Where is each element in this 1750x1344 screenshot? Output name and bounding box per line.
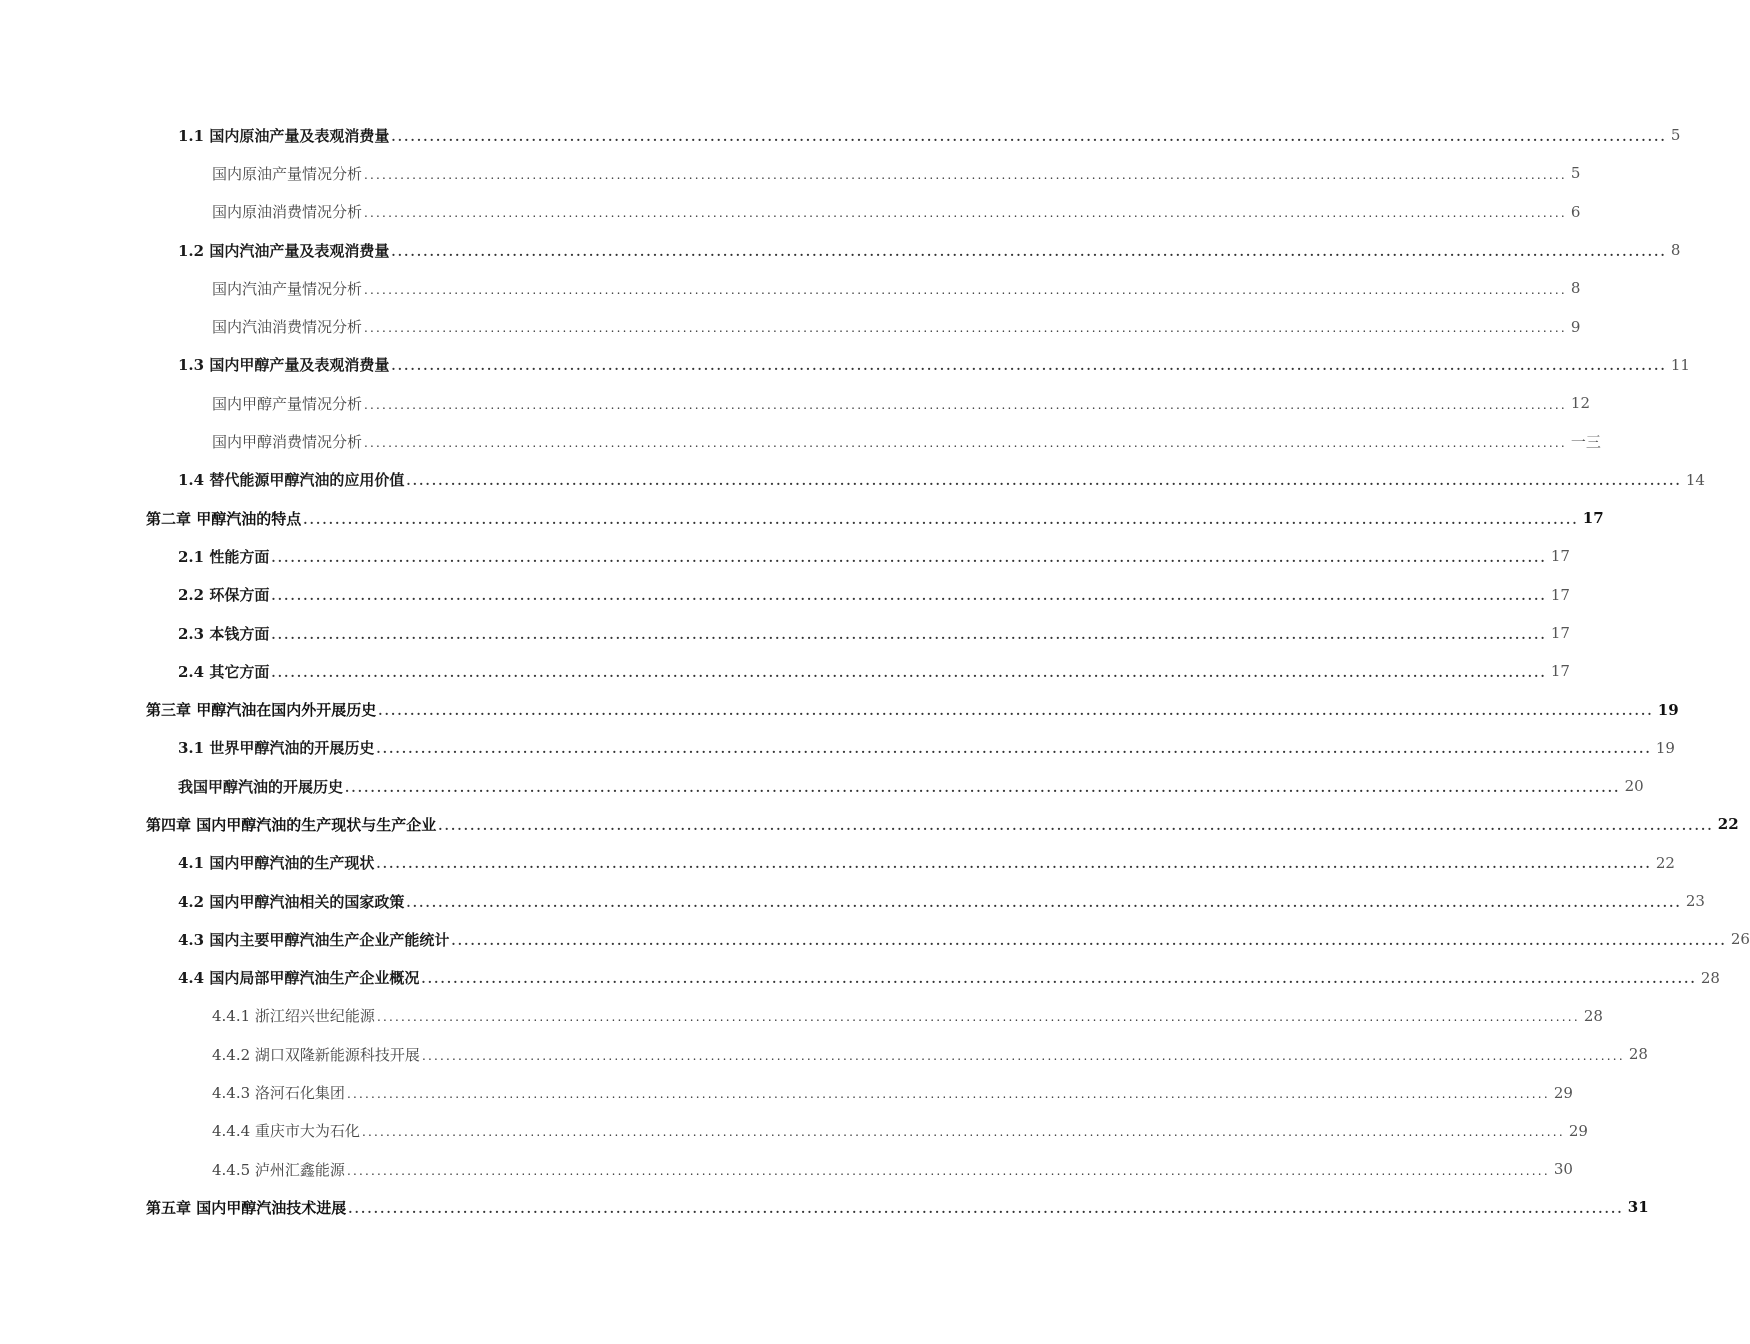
toc-page-number: 12 xyxy=(1570,394,1590,413)
toc-entry-title: 4.1 国内甲醇汽油的生产现状 xyxy=(178,854,375,873)
toc-entry-title: 第三章 甲醇汽油在国内外开展历史 xyxy=(146,701,377,720)
toc-page-number: 28 xyxy=(1628,1045,1648,1064)
toc-page-number: 8 xyxy=(1570,279,1581,298)
toc-entry-title: 1.2 国内汽油产量及表观消费量 xyxy=(178,241,390,260)
toc-entry-title: 4.2 国内甲醇汽油相关的国家政策 xyxy=(178,892,405,911)
toc-page-number: 28 xyxy=(1583,1006,1603,1025)
toc-leader-dots: ........................................................................................................................................................................................................ xyxy=(271,589,1547,604)
toc-entry[interactable] xyxy=(212,1112,1588,1150)
toc-entry[interactable] xyxy=(212,269,1581,307)
toc-leader-dots: ........................................................................................................................................................................................................ xyxy=(346,1163,1550,1178)
toc-entry[interactable] xyxy=(178,116,1681,154)
toc-entry-title: 1.1 国内原油产量及表观消费量 xyxy=(178,126,390,145)
toc-entry[interactable] xyxy=(178,959,1720,997)
toc-leader-dots: ........................................................................................................................................................................................................ xyxy=(361,1125,1565,1140)
toc-entry[interactable] xyxy=(146,499,1604,537)
toc-entry-title: 4.4.3 洛河石化集团 xyxy=(212,1084,345,1103)
toc-page-number: 17 xyxy=(1550,624,1570,642)
toc-entry[interactable] xyxy=(178,729,1675,767)
toc-entry-title: 2.3 本钱方面 xyxy=(178,624,270,643)
toc-entry[interactable] xyxy=(212,154,1581,192)
toc-entry-title: 国内汽油产量情况分析 xyxy=(212,279,363,298)
toc-entry-title: 4.4.1 浙江绍兴世纪能源 xyxy=(212,1007,375,1026)
toc-page-number: 19 xyxy=(1657,700,1679,719)
toc-leader-dots: ........................................................................................................................................................................................................ xyxy=(346,1087,1550,1102)
toc-entry-title: 国内甲醇产量情况分析 xyxy=(212,394,363,413)
toc-entry[interactable] xyxy=(212,422,1601,460)
toc-leader-dots: ........................................................................................................................................................................................................ xyxy=(438,818,1714,833)
toc-page-number: 20 xyxy=(1624,777,1644,796)
toc-leader-dots: ........................................................................................................................................................................................................ xyxy=(376,1010,1580,1025)
toc-entry-title: 1.3 国内甲醇产量及表观消费量 xyxy=(178,356,390,375)
toc-page-number: 29 xyxy=(1553,1083,1573,1102)
toc-entry-title: 2.4 其它方面 xyxy=(178,662,270,681)
toc-entry-title: 3.1 世界甲醇汽油的开展历史 xyxy=(178,739,375,758)
toc-leader-dots: ........................................................................................................................................................................................................ xyxy=(271,550,1547,565)
toc-page-number: 23 xyxy=(1685,892,1705,911)
toc-leader-dots: ........................................................................................................................................................................................................ xyxy=(345,780,1621,795)
toc-entry-title: 第二章 甲醇汽油的特点 xyxy=(146,509,302,528)
toc-leader-dots: ........................................................................................................................................................................................................ xyxy=(364,321,1567,336)
toc-page-number: 14 xyxy=(1685,470,1705,489)
toc-leader-dots: ........................................................................................................................................................................................................ xyxy=(364,436,1567,451)
toc-leader-dots: ........................................................................................................................................................................................................ xyxy=(391,244,1667,259)
toc-leader-dots: ........................................................................................................................................................................................................ xyxy=(376,742,1652,757)
toc-page-number: 17 xyxy=(1582,509,1604,528)
toc-entry[interactable] xyxy=(212,1073,1573,1111)
toc-entry[interactable] xyxy=(178,767,1644,805)
toc-leader-dots: ........................................................................................................................................................................................................ xyxy=(421,972,1697,987)
toc-entry[interactable] xyxy=(146,1188,1649,1226)
toc-entry-title: 我国甲醇汽油的开展历史 xyxy=(178,777,344,796)
toc-entry[interactable] xyxy=(212,307,1581,345)
toc-entry[interactable] xyxy=(212,1035,1648,1073)
table-of-contents xyxy=(0,116,1750,1227)
toc-leader-dots: ........................................................................................................................................................................................................ xyxy=(364,167,1567,182)
toc-page-number: 5 xyxy=(1570,164,1581,183)
toc-entry-title: 4.4.5 泸州汇鑫能源 xyxy=(212,1160,345,1179)
toc-entry-title: 4.4 国内局部甲醇汽油生产企业概况 xyxy=(178,969,420,988)
toc-entry[interactable] xyxy=(146,805,1739,843)
toc-entry[interactable] xyxy=(212,193,1581,231)
toc-page-number: 22 xyxy=(1717,815,1739,834)
toc-leader-dots: ........................................................................................................................................................................................................ xyxy=(364,282,1567,297)
toc-page-number: 8 xyxy=(1670,241,1681,260)
toc-page-number: 22 xyxy=(1655,853,1675,872)
toc-leader-dots: ........................................................................................................................................................................................................ xyxy=(391,359,1667,374)
toc-page-number: 9 xyxy=(1570,317,1581,336)
toc-leader-dots: ........................................................................................................................................................................................................ xyxy=(271,665,1547,680)
toc-entry-title: 4.4.2 湖口双隆新能源科技开展 xyxy=(212,1045,420,1064)
toc-entry-title: 国内原油产量情况分析 xyxy=(212,164,363,183)
toc-page-number: 6 xyxy=(1570,202,1581,221)
toc-entry-title: 4.3 国内主要甲醇汽油生产企业产能统计 xyxy=(178,930,450,949)
toc-leader-dots: ........................................................................................................................................................................................................ xyxy=(406,895,1682,910)
toc-entry[interactable] xyxy=(178,614,1570,652)
toc-leader-dots: ........................................................................................................................................................................................................ xyxy=(406,474,1682,489)
toc-entry[interactable] xyxy=(178,844,1675,882)
toc-leader-dots: ........................................................................................................................................................................................................ xyxy=(376,857,1652,872)
toc-leader-dots: ........................................................................................................................................................................................................ xyxy=(348,1201,1624,1216)
toc-page-number: 17 xyxy=(1550,662,1570,681)
toc-entry-title: 国内原油消费情况分析 xyxy=(212,203,363,222)
toc-entry-title: 1.4 替代能源甲醇汽油的应用价值 xyxy=(178,471,405,490)
toc-entry[interactable] xyxy=(212,997,1603,1035)
toc-entry-title: 2.2 环保方面 xyxy=(178,586,270,605)
toc-entry[interactable] xyxy=(178,882,1705,920)
toc-leader-dots: ........................................................................................................................................................................................................ xyxy=(378,704,1654,719)
toc-entry[interactable] xyxy=(178,461,1705,499)
toc-page-number: 17 xyxy=(1550,547,1570,566)
toc-entry-title: 2.1 性能方面 xyxy=(178,547,270,566)
toc-page-number: 5 xyxy=(1670,126,1681,145)
toc-entry[interactable] xyxy=(178,231,1681,269)
toc-entry[interactable] xyxy=(178,652,1570,690)
toc-page-number: 26 xyxy=(1730,930,1750,949)
toc-page-number: 28 xyxy=(1700,968,1720,987)
toc-page-number: 29 xyxy=(1568,1121,1588,1140)
toc-entry[interactable] xyxy=(178,576,1570,614)
toc-entry-title: 4.4.4 重庆市大为石化 xyxy=(212,1122,360,1141)
toc-entry-title: 国内汽油消费情况分析 xyxy=(212,318,363,337)
toc-entry-title: 第四章 国内甲醇汽油的生产现状与生产企业 xyxy=(146,815,437,834)
toc-entry[interactable] xyxy=(212,384,1590,422)
toc-entry-title: 第五章 国内甲醇汽油技术进展 xyxy=(146,1198,347,1217)
toc-page-number: 一三 xyxy=(1570,433,1601,452)
toc-leader-dots: ........................................................................................................................................................................................................ xyxy=(364,397,1567,412)
toc-leader-dots: ........................................................................................................................................................................................................ xyxy=(421,1048,1625,1063)
toc-page-number: 30 xyxy=(1553,1160,1573,1179)
toc-leader-dots: ........................................................................................................................................................................................................ xyxy=(451,933,1727,948)
toc-entry[interactable] xyxy=(178,346,1690,384)
toc-entry[interactable] xyxy=(146,690,1679,728)
toc-page-number: 17 xyxy=(1550,585,1570,604)
toc-page-number: 19 xyxy=(1655,738,1675,757)
toc-leader-dots: ........................................................................................................................................................................................................ xyxy=(364,206,1567,221)
toc-leader-dots: ........................................................................................................................................................................................................ xyxy=(391,129,1667,144)
toc-entry[interactable] xyxy=(178,920,1750,958)
toc-entry-title: 国内甲醇消费情况分析 xyxy=(212,433,363,452)
toc-page-number: 11 xyxy=(1670,355,1690,374)
toc-leader-dots: ........................................................................................................................................................................................................ xyxy=(271,627,1547,642)
toc-entry[interactable] xyxy=(212,1150,1573,1188)
toc-page-number: 31 xyxy=(1627,1198,1649,1217)
toc-leader-dots: ........................................................................................................................................................................................................ xyxy=(303,512,1579,527)
toc-entry[interactable] xyxy=(178,537,1570,575)
